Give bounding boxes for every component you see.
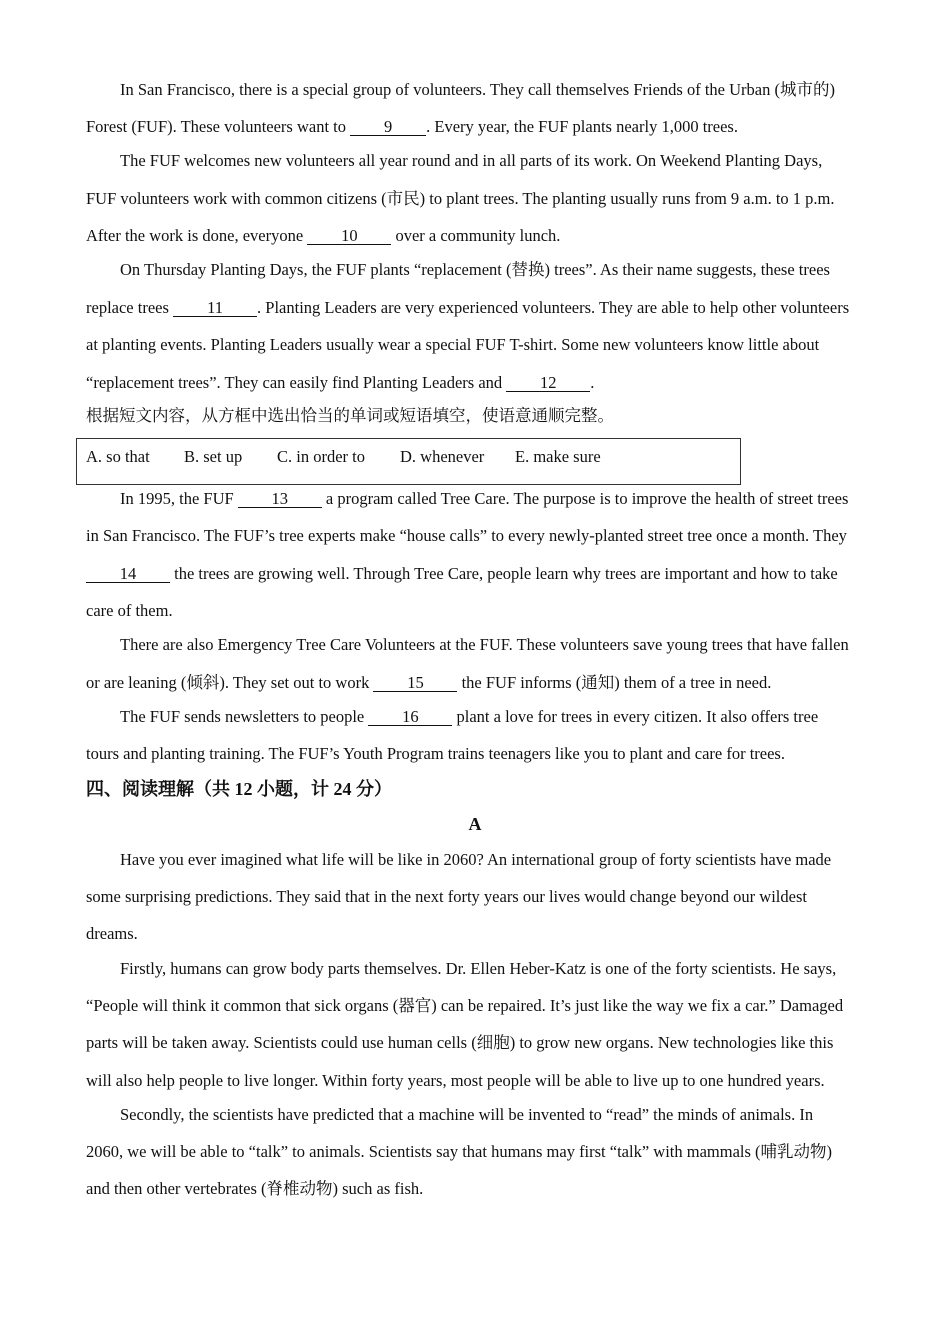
p2-line3-text-a: After the work is done, everyone [86,226,308,245]
a-p3-line1: Secondly, the scientists have predicted that a machine will be invented to “read” the minds of animals. In [120,1105,814,1124]
p3-line4-text-a: “replacement trees”. They can easily find Planting Leaders and [86,373,507,392]
a-p2-line2: “People will think it common that sick organs (器官) can be repaired. It’s just like the way we fix a car.” Damaged [86,996,844,1015]
p2-line3 [86,225,876,247]
p1-line2-text-b: . Every year, the FUF plants nearly 1,000 trees. [426,117,738,136]
option-c: C. in order to [277,447,365,466]
option-e: E. make sure [515,447,601,466]
blank-15[interactable]: 15 [373,674,457,692]
blank-12[interactable]: 12 [506,374,590,392]
p2-line3-text-b: over a community lunch. [391,226,561,245]
p3-line2-text-b: . Planting Leaders are very experienced volunteers. They are able to help other volunteers [257,298,850,317]
p3-line1: On Thursday Planting Days, the FUF plants “replacement (替换) trees”. As their name suggests, these trees [120,260,830,279]
a-p3-line2: 2060, we will be able to “talk” to animals. Scientists say that humans may first “talk” with mammals (哺乳动物) [86,1142,833,1161]
a-p3-line3: and then other vertebrates (脊椎动物) such as fish. [86,1179,424,1198]
blank-10[interactable]: 10 [307,227,391,245]
blank-11[interactable]: 11 [173,299,257,317]
passage-label: A [468,814,482,834]
blank-13[interactable]: 13 [238,490,322,508]
p4-line1-text-b: a program called Tree Care. The purpose is to improve the health of street trees [321,489,849,508]
p4-line3 [86,563,876,585]
p1-line2 [86,116,876,138]
p6-line1-text-a: The FUF sends newsletters to people [120,707,369,726]
p4-line2: in San Francisco. The FUF’s tree experts make “house calls” to every newly-planted street tree once a month. They [86,526,847,545]
a-p2-line3: parts will be taken away. Scientists could use human cells (细胞) to grow new organs. New technologies like this [86,1033,834,1052]
p3-line4 [86,372,876,394]
p3-line2 [86,297,876,319]
a-p1-line3: dreams. [86,924,138,943]
p2-line1: The FUF welcomes new volunteers all year round and in all parts of its work. On Weekend Planting Days, [120,151,823,170]
p4-line3-text-b: the trees are growing well. Through Tree Care, people learn why trees are important and how to take [170,564,838,583]
p5-line2 [86,672,876,694]
p6-line2: tours and planting training. The FUF’s Youth Program trains teenagers like you to plant and care for trees. [86,744,785,763]
p4-line1-text-a: In 1995, the FUF [120,489,238,508]
p3-line3: at planting events. Planting Leaders usually wear a special FUF T-shirt. Some new volunteers know little about [86,335,820,354]
instruction: 根据短文内容，从方框中选出恰当的单词或短语填空，使语意通顺完整。 [86,406,614,425]
blank-14[interactable]: 14 [86,565,170,583]
a-p2-line1: Firstly, humans can grow body parts themselves. Dr. Ellen Heber-Katz is one of the forty scientists. He says, [120,959,837,978]
p1-line1: In San Francisco, there is a special group of volunteers. They call themselves Friends of the Urban (城市的) [120,80,835,99]
p6-line1-text-b: plant a love for trees in every citizen. It also offers tree [452,707,819,726]
a-p1-line1: Have you ever imagined what life will be like in 2060? An international group of forty scientists have made [120,850,832,869]
p6-line1 [120,706,876,728]
option-b: B. set up [184,447,243,466]
section-heading: 四、阅读理解（共 12 小题，计 24 分） [86,779,392,799]
p4-line4: care of them. [86,601,173,620]
p2-line2: FUF volunteers work with common citizens (市民) to plant trees. The planting usually runs from 9 a.m. to 1 p.m. [86,189,835,208]
p5-line2-text-a: or are leaning (倾斜). They set out to work [86,673,374,692]
p1-line2-text-a: Forest (FUF). These volunteers want to [86,117,351,136]
a-p2-line4: will also help people to live longer. Within forty years, most people will be able to live up to one hundred years. [86,1071,825,1090]
p3-line4-text-b: . [590,373,595,392]
a-p1-line2: some surprising predictions. They said that in the next forty years our lives would change beyond our wildest [86,887,807,906]
p3-line2-text-a: replace trees [86,298,174,317]
p5-line1: There are also Emergency Tree Care Volunteers at the FUF. These volunteers save young trees that have fallen [120,635,849,654]
p5-line2-text-b: the FUF informs (通知) them of a tree in need. [457,673,772,692]
p4-line1 [120,488,876,510]
blank-9[interactable]: 9 [350,118,426,136]
option-d: D. whenever [400,447,485,466]
blank-16[interactable]: 16 [368,708,452,726]
option-a: A. so that [86,447,150,466]
